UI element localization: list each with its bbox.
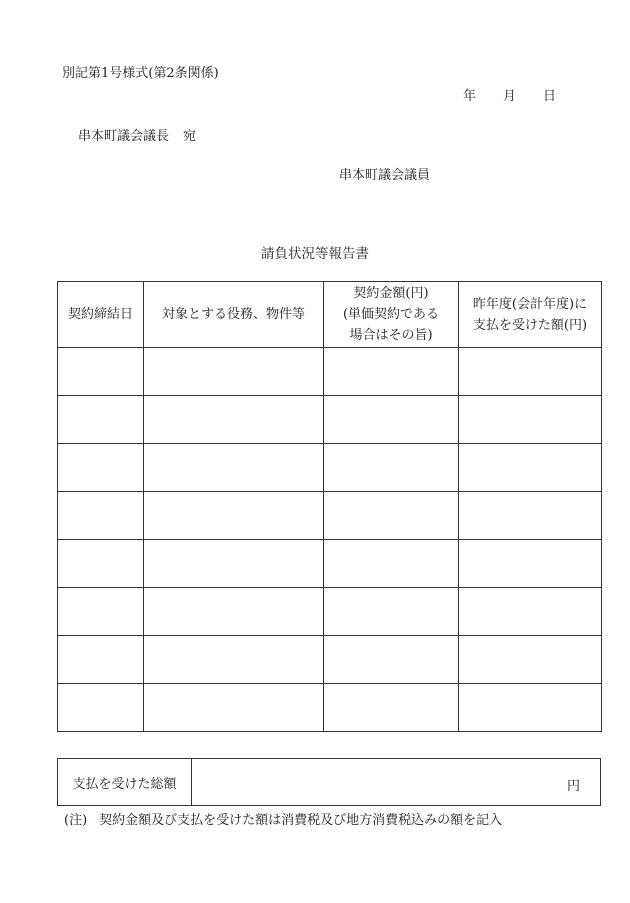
cell-paid-amount[interactable] xyxy=(459,684,602,732)
cell-subject[interactable] xyxy=(144,636,324,684)
cell-paid-amount[interactable] xyxy=(459,588,602,636)
footnote-text: 契約金額及び支払を受けた額は消費税及び地方消費税込みの額を記入 xyxy=(99,813,503,828)
table-row xyxy=(58,636,602,684)
cell-contract-amount[interactable] xyxy=(324,684,459,732)
header-paid-amount: 昨年度(会計年度)に 支払を受けた額(円) xyxy=(459,282,602,348)
cell-contract-amount[interactable] xyxy=(324,396,459,444)
date-line xyxy=(463,85,556,104)
header-contract-date: 契約締結日 xyxy=(58,282,144,348)
report-table xyxy=(57,281,602,732)
header-contract-amount: 契約金額(円) (単価契約である 場合はその旨) xyxy=(324,282,459,348)
cell-contract-date[interactable] xyxy=(58,348,144,396)
form-number: 別記第1号様式(第2条関係) xyxy=(62,66,219,81)
table-row xyxy=(58,396,602,444)
cell-subject[interactable] xyxy=(144,684,324,732)
cell-contract-date[interactable] xyxy=(58,636,144,684)
cell-contract-amount[interactable] xyxy=(324,444,459,492)
cell-contract-amount[interactable] xyxy=(324,636,459,684)
date-month-label: 月 xyxy=(503,89,517,104)
cell-subject[interactable] xyxy=(144,540,324,588)
cell-subject[interactable] xyxy=(144,588,324,636)
table-row xyxy=(58,348,602,396)
cell-subject[interactable] xyxy=(144,492,324,540)
sender: 串本町議会議員 xyxy=(339,168,431,183)
addressee-honorific: 宛 xyxy=(183,129,197,144)
cell-contract-date[interactable] xyxy=(58,444,144,492)
table-row xyxy=(58,492,602,540)
cell-contract-date[interactable] xyxy=(58,492,144,540)
total-table xyxy=(57,758,601,806)
document-title: 請負状況等報告書 xyxy=(261,246,369,262)
cell-contract-date[interactable] xyxy=(58,588,144,636)
total-unit: 円 xyxy=(566,779,580,794)
cell-paid-amount[interactable] xyxy=(459,540,602,588)
cell-contract-amount[interactable] xyxy=(324,588,459,636)
table-row xyxy=(58,588,602,636)
header-subject: 対象とする役務、物件等 xyxy=(144,282,324,348)
cell-contract-amount[interactable] xyxy=(324,540,459,588)
date-day-label: 日 xyxy=(543,89,557,104)
cell-subject[interactable] xyxy=(144,396,324,444)
cell-contract-date[interactable] xyxy=(58,540,144,588)
table-row xyxy=(58,684,602,732)
cell-contract-amount[interactable] xyxy=(324,492,459,540)
cell-paid-amount[interactable] xyxy=(459,444,602,492)
cell-paid-amount[interactable] xyxy=(459,396,602,444)
cell-contract-amount[interactable] xyxy=(324,348,459,396)
cell-paid-amount[interactable] xyxy=(459,492,602,540)
cell-subject[interactable] xyxy=(144,444,324,492)
footnote xyxy=(64,809,502,828)
addressee xyxy=(78,125,196,144)
footnote-prefix: (注) xyxy=(64,813,88,828)
cell-contract-date[interactable] xyxy=(58,396,144,444)
cell-paid-amount[interactable] xyxy=(459,636,602,684)
date-year-label: 年 xyxy=(463,89,477,104)
table-row xyxy=(58,444,602,492)
table-body xyxy=(58,348,602,732)
total-value-field[interactable] xyxy=(192,759,601,806)
table-row xyxy=(58,540,602,588)
total-label: 支払を受けた総額 xyxy=(58,759,192,806)
cell-contract-date[interactable] xyxy=(58,684,144,732)
total-row xyxy=(58,759,601,806)
table-header-row xyxy=(58,282,602,348)
cell-subject[interactable] xyxy=(144,348,324,396)
addressee-name: 串本町議会議長 xyxy=(78,129,170,144)
cell-paid-amount[interactable] xyxy=(459,348,602,396)
